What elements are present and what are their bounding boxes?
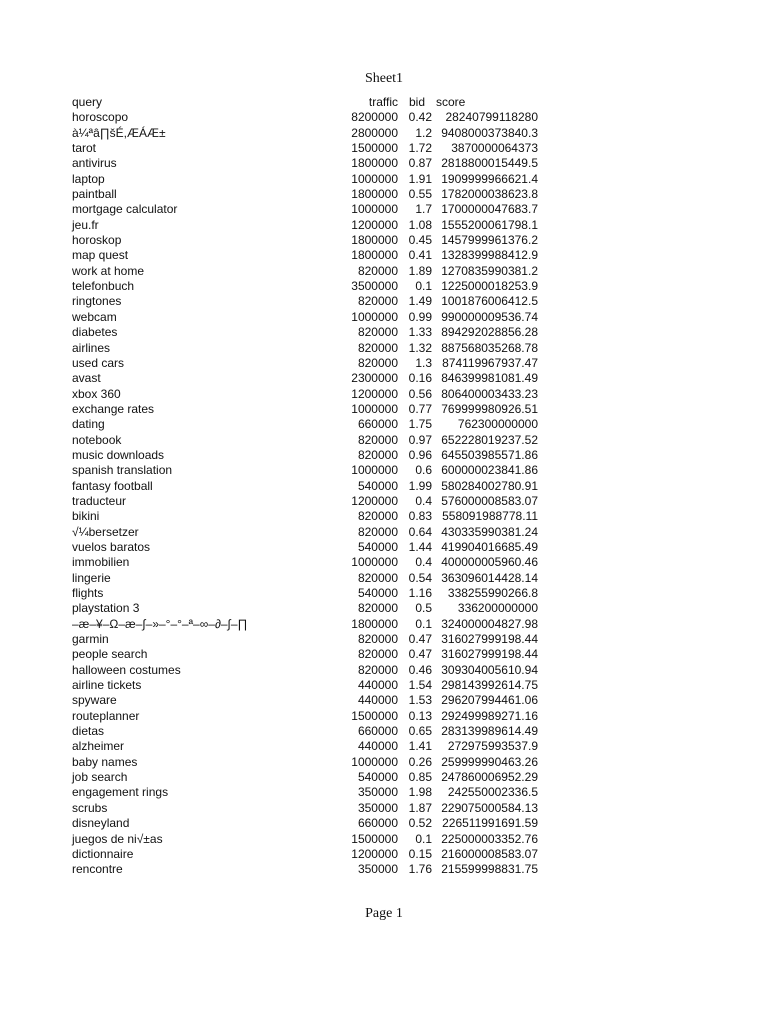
cell-traffic: 8200000 [351, 110, 398, 125]
table-row [68, 770, 538, 785]
cell-query: bikini [72, 509, 100, 524]
table-row [68, 417, 538, 432]
cell-query: horoskop [72, 233, 122, 248]
table-row [68, 509, 538, 524]
cell-score: 1270835990381.2 [441, 263, 538, 278]
cell-traffic: 540000 [357, 539, 398, 554]
cell-traffic: 1500000 [351, 141, 398, 156]
cell-bid: 0.45 [408, 233, 432, 248]
cell-bid: 1.32 [408, 340, 432, 355]
cell-traffic: 3500000 [351, 279, 398, 294]
cell-traffic: 820000 [357, 432, 398, 447]
table-row [68, 555, 538, 570]
cell-query: used cars [72, 355, 125, 370]
cell-traffic: 1200000 [351, 493, 398, 508]
cell-score: 324000004827.98 [441, 616, 538, 631]
cell-bid: 0.64 [408, 524, 432, 539]
cell-traffic: 820000 [357, 509, 398, 524]
cell-score: 990000009536.74 [441, 309, 538, 324]
cell-query: horoscopo [72, 110, 129, 125]
cell-query: vuelos baratos [72, 539, 151, 554]
cell-traffic: 350000 [357, 785, 398, 800]
table-row [68, 126, 538, 141]
cell-query: dictionnaire [72, 846, 134, 861]
table-row [68, 325, 538, 340]
table-row [68, 847, 538, 862]
cell-traffic: 820000 [357, 325, 398, 340]
cell-bid: 1.91 [408, 171, 432, 186]
cell-score: 28240799118280 [445, 110, 538, 125]
cell-score: 645503985571.86 [441, 447, 538, 462]
cell-score: 338255990266.8 [447, 586, 538, 600]
cell-traffic: 1000000 [351, 463, 398, 478]
table-row [68, 341, 538, 356]
cell-traffic: 1000000 [351, 202, 398, 217]
cell-score: 419904016685.49 [441, 539, 538, 554]
table-row [68, 678, 538, 693]
table-row [68, 709, 538, 724]
cell-bid: 1.99 [408, 478, 432, 493]
cell-query: music downloads [72, 447, 165, 462]
cell-bid: 1.87 [408, 800, 432, 815]
table-row [68, 832, 538, 847]
cell-traffic: 2800000 [351, 125, 398, 140]
cell-traffic: 350000 [357, 862, 398, 877]
table-row [68, 755, 538, 770]
cell-bid: 0.5 [415, 601, 432, 616]
table-row [68, 801, 538, 816]
sheet-title: Sheet1 [364, 71, 404, 86]
cell-traffic: 1500000 [351, 708, 398, 723]
cell-traffic: 1200000 [351, 846, 398, 861]
header-score: score [436, 95, 466, 109]
cell-traffic: 440000 [357, 739, 398, 754]
cell-score: 363096014428.14 [441, 570, 538, 585]
cell-query: diabetes [72, 325, 118, 340]
cell-traffic: 1000000 [351, 754, 398, 769]
cell-bid: 0.56 [408, 386, 432, 401]
cell-query: traducteur [72, 493, 127, 508]
table-row [68, 785, 538, 800]
cell-traffic: 1800000 [351, 156, 398, 171]
cell-traffic: 660000 [357, 816, 398, 831]
cell-query: scrubs [72, 800, 108, 815]
cell-score: 806400003433.23 [441, 386, 538, 401]
cell-bid: 0.52 [408, 816, 432, 831]
cell-bid: 1.98 [408, 785, 432, 800]
cell-traffic: 820000 [357, 340, 398, 355]
cell-traffic: 2300000 [351, 371, 398, 386]
table-row [68, 218, 538, 233]
cell-bid: 1.72 [408, 141, 432, 156]
cell-traffic: 540000 [357, 478, 398, 493]
cell-score: 652228019237.52 [441, 432, 538, 447]
cell-traffic: 1800000 [351, 233, 398, 248]
cell-bid: 0.87 [408, 156, 432, 171]
cell-bid: 0.4 [415, 555, 432, 570]
cell-query: airlines [72, 340, 111, 355]
cell-bid: 1.75 [408, 417, 432, 432]
cell-traffic: 660000 [357, 724, 398, 739]
cell-score: 298143992614.75 [441, 678, 538, 693]
cell-score: 846399981081.49 [441, 371, 538, 386]
table-row [68, 233, 538, 248]
cell-traffic: 820000 [357, 647, 398, 662]
table-row [68, 632, 538, 647]
cell-bid: 1.3 [415, 355, 432, 370]
cell-score: 309304005610.94 [441, 662, 538, 677]
table-row [68, 647, 538, 662]
cell-traffic: 1000000 [351, 309, 398, 324]
cell-query: routeplanner [72, 708, 140, 723]
cell-query: map quest [72, 248, 129, 263]
table-row [68, 724, 538, 739]
cell-bid: 0.42 [408, 110, 432, 125]
cell-score: 283139989614.49 [441, 724, 538, 739]
table-row [68, 571, 538, 586]
table-row [68, 816, 538, 831]
cell-bid: 0.4 [415, 493, 432, 508]
cell-score: 216000008583.07 [441, 846, 538, 861]
cell-bid: 1.2 [415, 125, 432, 140]
cell-score: 316027999198.44 [441, 632, 538, 647]
cell-bid: 0.47 [408, 632, 432, 647]
cell-query: tarot [72, 141, 97, 156]
cell-traffic: 1800000 [351, 248, 398, 263]
table-row [68, 202, 538, 217]
cell-query: baby names [72, 754, 138, 769]
cell-traffic: 820000 [357, 355, 398, 370]
cell-query: job search [72, 770, 128, 785]
cell-traffic: 820000 [357, 263, 398, 278]
table-row [68, 387, 538, 402]
table-row [68, 110, 538, 125]
cell-bid: 0.41 [408, 248, 432, 263]
cell-score: 247860006952.29 [441, 770, 538, 785]
table-row [68, 141, 538, 156]
cell-traffic: 440000 [357, 678, 398, 693]
table-row [68, 601, 538, 616]
cell-score: 558091988778.11 [442, 509, 538, 524]
cell-query: people search [72, 647, 148, 662]
cell-query: à¼ªâ∏šÉ,ÆÁÆ± [72, 125, 166, 140]
cell-query: laptop [72, 171, 105, 186]
table-row [68, 862, 538, 877]
cell-score: 1328399988412.9 [441, 248, 538, 263]
cell-bid: 1.53 [408, 693, 432, 708]
cell-bid: 1.08 [408, 217, 432, 232]
cell-traffic: 1000000 [351, 555, 398, 570]
header-row [68, 95, 538, 110]
table-row [68, 663, 538, 678]
cell-score: 336200000000 [457, 601, 538, 616]
cell-score: 1457999961376.2 [441, 233, 538, 248]
header-query: query [72, 95, 103, 109]
cell-bid: 0.1 [415, 831, 432, 846]
cell-bid: 0.99 [408, 309, 432, 324]
cell-score: 272975993537.9 [447, 739, 538, 754]
cell-query: playstation 3 [72, 601, 140, 616]
cell-score: 1555200061798.1 [441, 217, 538, 232]
cell-bid: 1.49 [408, 294, 432, 309]
cell-query: dietas [72, 724, 105, 739]
cell-traffic: 820000 [357, 662, 398, 677]
cell-bid: 0.13 [408, 708, 432, 723]
cell-query: work at home [72, 263, 145, 278]
cell-query: notebook [72, 432, 122, 447]
cell-bid: 1.7 [415, 202, 432, 217]
cell-traffic: 660000 [357, 417, 398, 432]
header-traffic: traffic [368, 95, 398, 109]
keyword-table [68, 95, 538, 878]
table-row [68, 248, 538, 263]
cell-score: 576000008583.07 [441, 493, 538, 508]
cell-query: –æ–¥–Ω–æ–∫–»–°–°–ª–∞–∂–∫–∏ [72, 616, 248, 631]
cell-query: alzheimer [72, 739, 125, 754]
cell-score: 430335990381.24 [441, 524, 538, 539]
table-row [68, 525, 538, 540]
cell-query: antivirus [72, 156, 117, 171]
table-row [68, 371, 538, 386]
cell-query: fantasy football [72, 478, 153, 493]
cell-bid: 1.44 [408, 539, 432, 554]
cell-traffic: 820000 [357, 632, 398, 647]
cell-bid: 0.15 [408, 846, 432, 861]
table-row [68, 310, 538, 325]
cell-query: xbox 360 [72, 386, 121, 401]
table-row [68, 494, 538, 509]
cell-traffic: 1800000 [351, 187, 398, 202]
table-row [68, 294, 538, 309]
table-row [68, 279, 538, 294]
cell-bid: 0.65 [408, 724, 432, 739]
cell-bid: 1.16 [408, 586, 432, 600]
cell-query: rencontre [72, 862, 123, 877]
header-bid: bid [408, 95, 425, 109]
cell-query: garmin [72, 632, 109, 647]
cell-traffic: 540000 [357, 770, 398, 785]
cell-score: 1700000047683.7 [441, 202, 538, 217]
cell-bid: 1.33 [408, 325, 432, 340]
cell-query: avast [72, 371, 101, 386]
cell-traffic: 820000 [357, 570, 398, 585]
table-row [68, 264, 538, 279]
cell-query: ringtones [72, 294, 122, 309]
table-row [68, 448, 538, 463]
table-body [68, 110, 538, 877]
cell-score: 225000003352.76 [441, 831, 538, 846]
cell-query: flights [72, 586, 104, 600]
table-row [68, 540, 538, 555]
cell-query: telefonbuch [72, 279, 135, 294]
cell-traffic: 820000 [357, 294, 398, 309]
cell-score: 769999980926.51 [441, 401, 538, 416]
cell-score: 229075000584.13 [441, 800, 538, 815]
cell-traffic: 1000000 [351, 171, 398, 186]
cell-score: 1782000038623.8 [441, 187, 538, 202]
cell-bid: 1.41 [408, 739, 432, 754]
cell-score: 762300000000 [457, 417, 538, 432]
cell-score: 9408000373840.3 [441, 125, 538, 140]
cell-score: 1909999966621.4 [441, 171, 538, 186]
cell-traffic: 820000 [357, 447, 398, 462]
table-row [68, 402, 538, 417]
cell-traffic: 440000 [357, 693, 398, 708]
table-row [68, 172, 538, 187]
cell-score: 3870000064373 [451, 141, 538, 156]
cell-score: 580284002780.91 [441, 478, 538, 493]
table-row [68, 433, 538, 448]
cell-score: 2818800015449.5 [441, 156, 538, 171]
cell-query: webcam [72, 309, 117, 324]
table-row [68, 693, 538, 708]
cell-query: √¼bersetzer [72, 524, 139, 539]
cell-score: 215599998831.75 [441, 862, 538, 877]
cell-query: dating [72, 417, 105, 432]
cell-query: spyware [72, 693, 117, 708]
page-footer: Page 1 [365, 906, 403, 921]
cell-score: 226511991691.59 [442, 816, 538, 831]
table-row [68, 187, 538, 202]
cell-bid: 0.83 [408, 509, 432, 524]
cell-bid: 0.85 [408, 770, 432, 785]
cell-bid: 1.89 [408, 263, 432, 278]
cell-query: disneyland [72, 816, 130, 831]
cell-score: 296207994461.06 [441, 693, 538, 708]
cell-bid: 1.54 [408, 678, 432, 693]
cell-query: airline tickets [72, 678, 142, 693]
cell-bid: 0.96 [408, 447, 432, 462]
cell-traffic: 1200000 [351, 386, 398, 401]
table-row [68, 739, 538, 754]
cell-query: juegos de ni√±as [72, 831, 163, 846]
table-row [68, 463, 538, 478]
table-row [68, 356, 538, 371]
cell-score: 242550002336.5 [447, 785, 538, 800]
cell-query: immobilien [72, 555, 130, 570]
cell-score: 894292028856.28 [441, 325, 538, 340]
cell-score: 1001876006412.5 [441, 294, 538, 309]
cell-query: spanish translation [72, 463, 173, 478]
cell-traffic: 1200000 [351, 217, 398, 232]
cell-traffic: 1500000 [351, 831, 398, 846]
cell-bid: 0.26 [408, 754, 432, 769]
cell-query: paintball [72, 187, 117, 202]
cell-bid: 0.16 [408, 371, 432, 386]
cell-traffic: 1000000 [351, 401, 398, 416]
table-row [68, 617, 538, 632]
cell-query: engagement rings [72, 785, 169, 800]
cell-bid: 0.97 [408, 432, 432, 447]
cell-bid: 0.77 [408, 401, 432, 416]
table-row [68, 586, 538, 601]
cell-query: exchange rates [72, 401, 155, 416]
cell-score: 400000005960.46 [441, 555, 538, 570]
cell-score: 887568035268.78 [441, 340, 538, 355]
cell-score: 292499989271.16 [441, 708, 538, 723]
cell-query: mortgage calculator [72, 202, 178, 217]
cell-bid: 0.1 [415, 616, 432, 631]
cell-traffic: 1800000 [351, 616, 398, 631]
cell-traffic: 350000 [357, 800, 398, 815]
cell-bid: 1.76 [408, 862, 432, 877]
table-row [68, 479, 538, 494]
cell-traffic: 820000 [357, 524, 398, 539]
cell-query: halloween costumes [72, 662, 181, 677]
cell-bid: 0.46 [408, 662, 432, 677]
cell-score: 600000023841.86 [441, 463, 538, 478]
cell-score: 259999990463.26 [441, 754, 538, 769]
table-row [68, 156, 538, 171]
cell-bid: 0.55 [408, 187, 432, 202]
cell-query: lingerie [72, 570, 111, 585]
cell-score: 1225000018253.9 [441, 279, 538, 294]
cell-traffic: 540000 [357, 586, 398, 600]
cell-query: jeu.fr [72, 217, 99, 232]
cell-score: 316027999198.44 [441, 647, 538, 662]
cell-bid: 0.1 [415, 279, 432, 294]
cell-traffic: 820000 [357, 601, 398, 616]
cell-bid: 0.47 [408, 647, 432, 662]
cell-bid: 0.54 [408, 570, 432, 585]
cell-bid: 0.6 [415, 463, 432, 478]
cell-score: 874119967937.47 [442, 355, 538, 370]
